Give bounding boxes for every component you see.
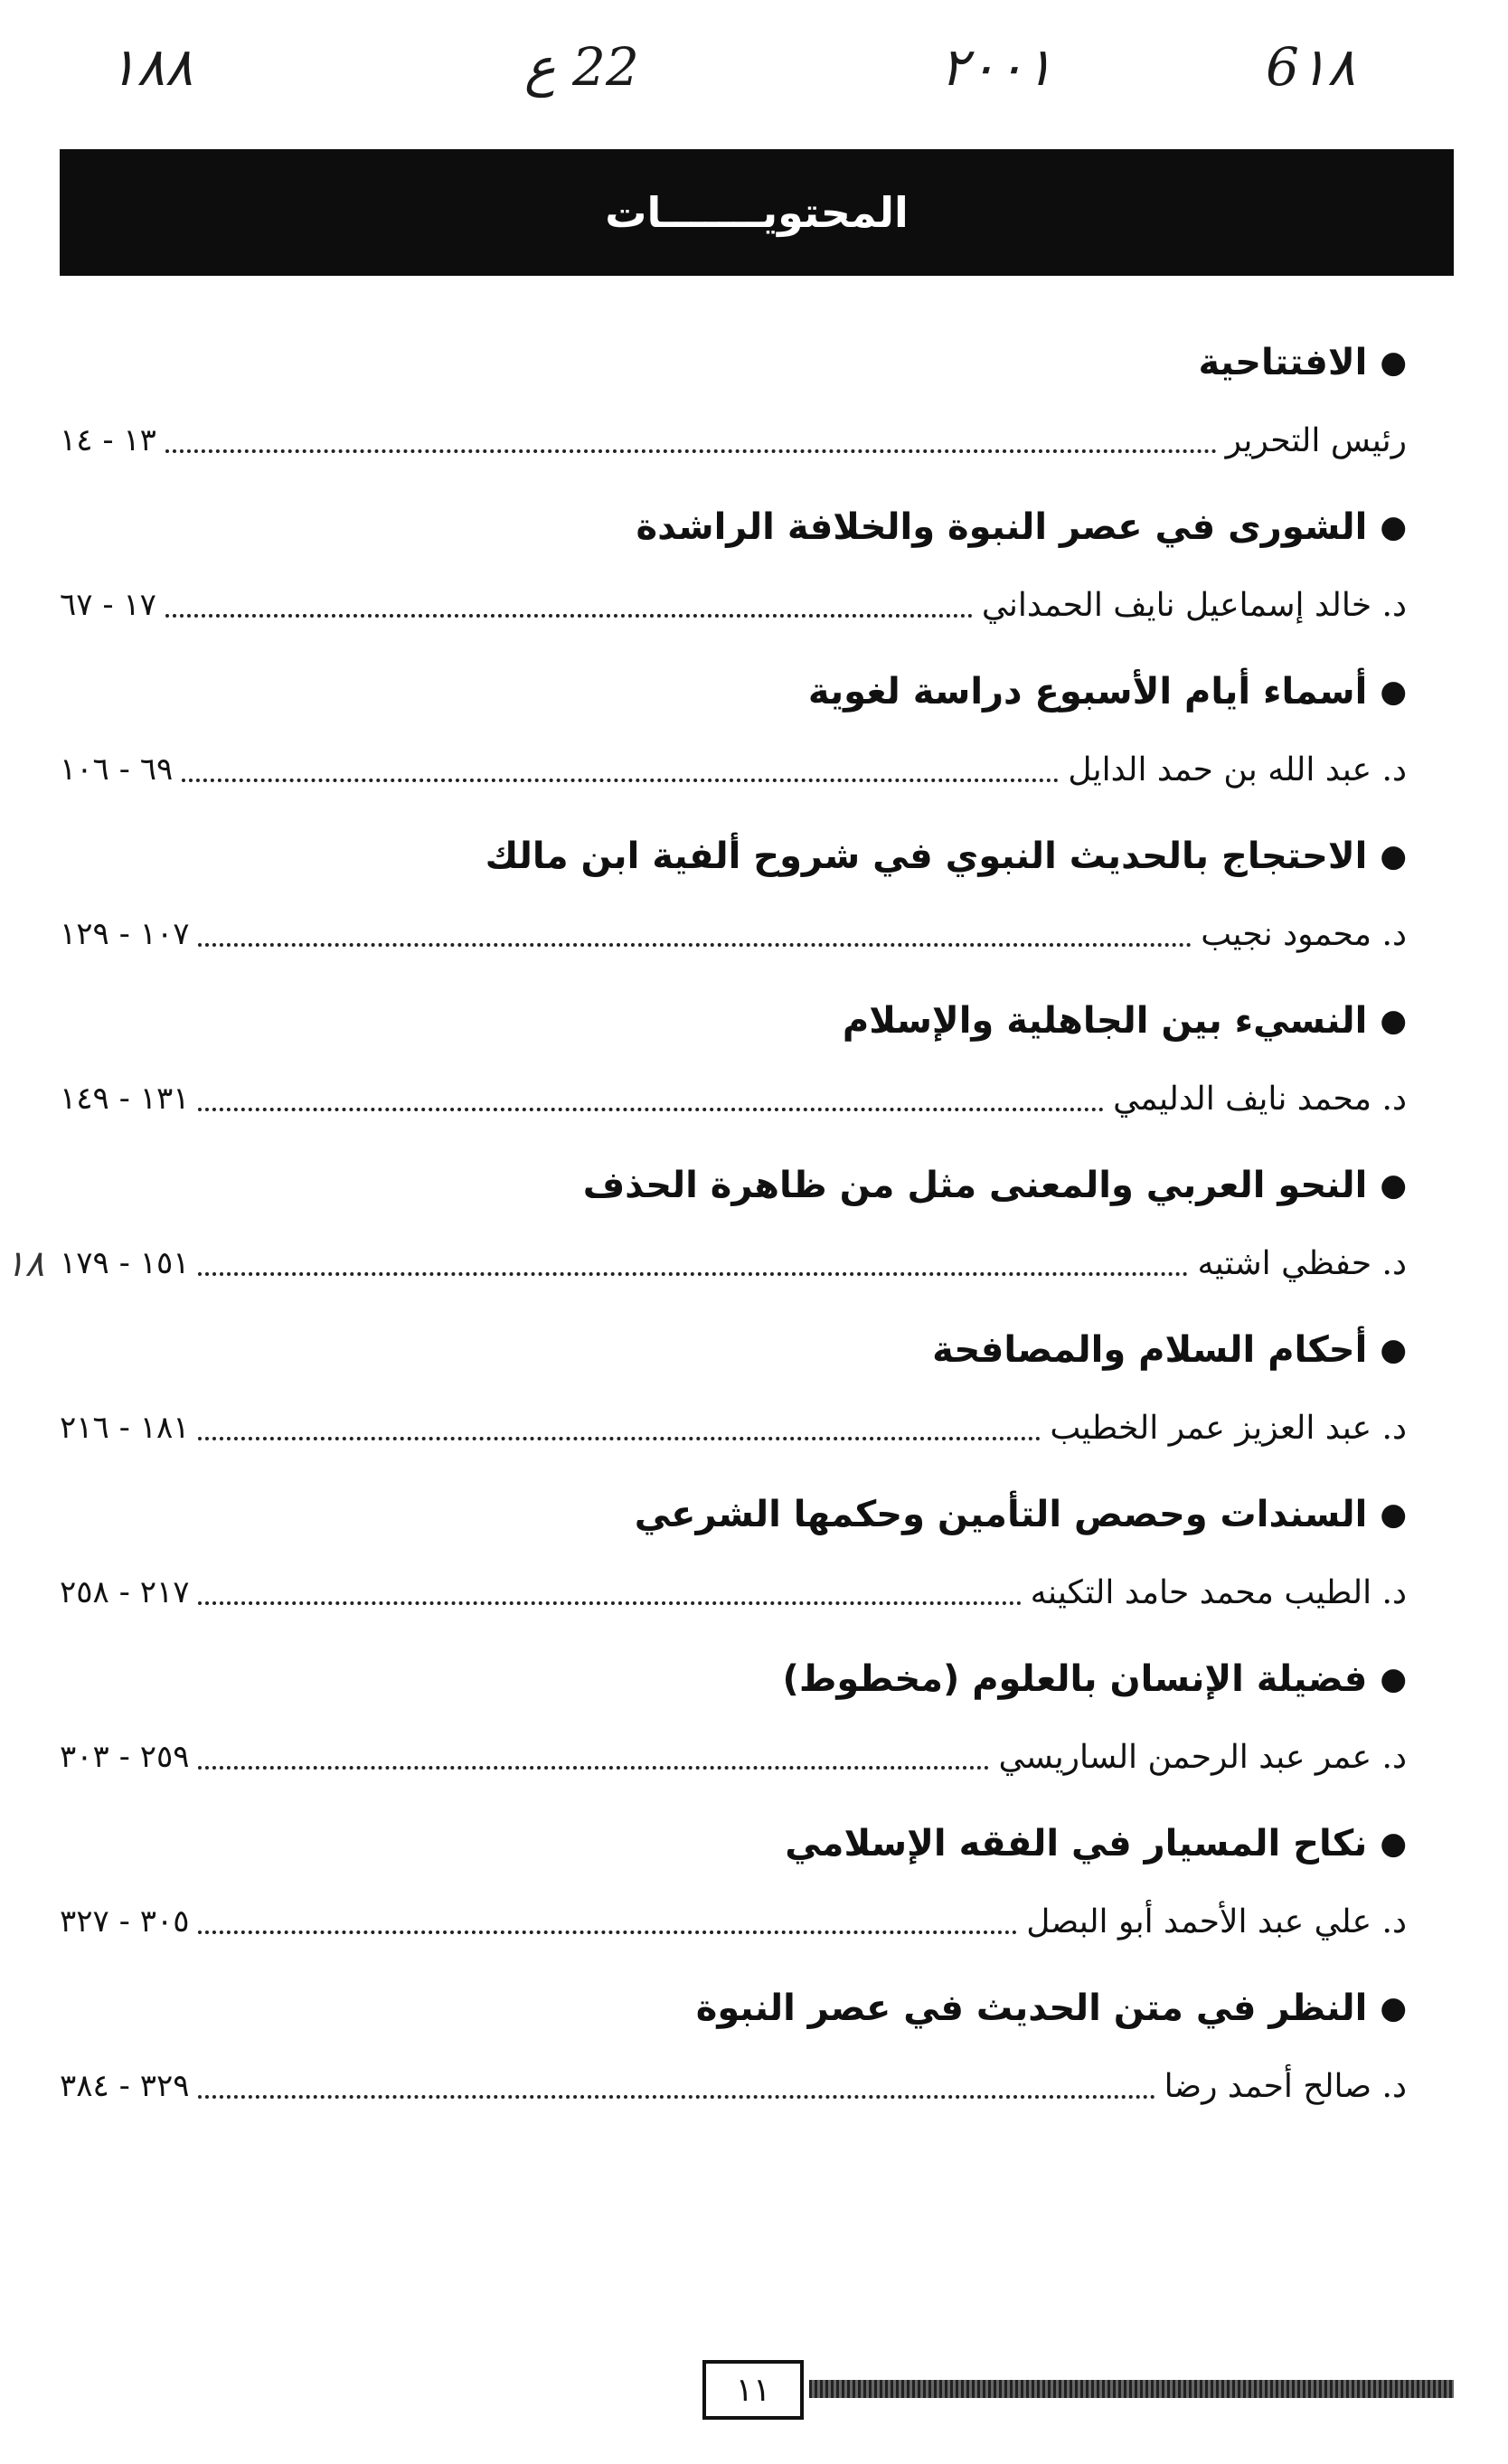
dot-leader [165,449,1217,453]
table-of-contents [60,326,1425,2136]
toc-section [60,1477,1425,1642]
toc-section [60,984,1425,1148]
author-name: د. محمود نجيب [1201,915,1407,953]
handwritten-number-left: ١٨٨ [108,36,193,98]
topic-title: أسماء أيام الأسبوع دراسة لغوية [807,671,1368,713]
page-range: ١٣١ - ١٤٩ [60,1081,190,1117]
toc-section [60,490,1425,655]
bullet-icon: ● [1380,1990,1407,2026]
page-range: ١٣ - ١٤ [60,422,156,458]
author-name: د. عمر عبد الرحمن الساريسي [998,1738,1407,1776]
toc-topic [60,490,1425,564]
topic-title: النسيء بين الجاهلية والإسلام [842,1000,1368,1042]
topic-title: أحكام السلام والمصافحة [932,1329,1368,1371]
toc-entry [60,1552,1425,1633]
toc-entry [60,400,1425,481]
page-title: المحتويـــــــات [605,188,909,237]
author-name: د. عبد العزيز عمر الخطيب [1050,1409,1407,1447]
toc-entry [60,1387,1425,1468]
author-name: د. محمد نايف الدليمي [1113,1080,1407,1118]
page-range: ٢٥٩ - ٣٠٣ [60,1739,190,1775]
toc-section [60,819,1425,984]
toc-entry [60,893,1425,975]
dot-leader [198,1272,1188,1276]
handwritten-date: 22 ع [524,36,639,98]
page-range: ١٠٧ - ١٢٩ [60,916,190,952]
author-name: رئيس التحرير [1225,421,1407,459]
handwritten-number-right: 6١٨ [1266,36,1356,98]
toc-section [60,1807,1425,1971]
bullet-icon: ● [1380,838,1407,874]
bullet-icon: ● [1380,1332,1407,1368]
bullet-icon: ● [1380,1826,1407,1862]
toc-entry [60,564,1425,646]
toc-entry [60,2045,1425,2127]
toc-topic [60,1642,1425,1716]
toc-topic [60,1148,1425,1223]
page-range: ٣٢٩ - ٣٨٤ [60,2068,190,2104]
dot-leader [198,1601,1021,1605]
page-range: ٣٠٥ - ٣٢٧ [60,1903,190,1940]
toc-section [60,326,1425,490]
toc-topic [60,326,1425,400]
bullet-icon: ● [1380,1167,1407,1204]
toc-section [60,1971,1425,2136]
page-range: ١٥١ - ١٧٩ [60,1245,190,1281]
bullet-icon: ● [1380,1003,1407,1039]
toc-topic [60,1807,1425,1881]
bullet-icon: ● [1380,1661,1407,1697]
bullet-icon: ● [1380,345,1407,381]
topic-title: النظر في متن الحديث في عصر النبوة [695,1987,1368,2029]
handwritten-margin-note: ١٨ [5,1243,44,1285]
dot-leader [198,1766,989,1770]
toc-section [60,1642,1425,1807]
toc-entry [60,1716,1425,1798]
page-number: ١١ [702,2360,804,2420]
toc-topic [60,1313,1425,1387]
toc-topic [60,819,1425,893]
contents-title-banner [60,149,1454,276]
author-name: د. علي عبد الأحمد أبو البصل [1026,1902,1407,1940]
dot-leader [198,1931,1017,1934]
handwritten-year: ٢٠٠١ [940,36,1053,98]
toc-topic [60,1971,1425,2045]
toc-topic [60,984,1425,1058]
topic-title: الاحتجاج بالحديث النبوي في شروح ألفية ابن مالك [485,835,1368,877]
topic-title: الافتتاحية [1198,342,1368,383]
dot-leader [198,943,1192,947]
dot-leader [198,2095,1155,2099]
footer-decorative-bar [809,2380,1454,2398]
toc-section [60,1313,1425,1477]
toc-entry [60,1223,1425,1304]
page-range: ١٧ - ٦٧ [60,587,156,623]
toc-section [60,655,1425,819]
dot-leader [198,1437,1041,1440]
author-name: د. حفظي اشتيه [1197,1244,1407,1282]
author-name: د. خالد إسماعيل نايف الحمداني [981,586,1407,624]
bullet-icon: ● [1380,674,1407,710]
author-name: د. عبد الله بن حمد الدايل [1068,751,1407,788]
toc-section [60,1148,1425,1313]
toc-entry [60,1881,1425,1962]
toc-topic [60,1477,1425,1552]
bullet-icon: ● [1380,509,1407,545]
toc-topic [60,655,1425,729]
toc-entry [60,729,1425,810]
toc-entry [60,1058,1425,1139]
dot-leader [165,614,973,618]
topic-title: نكاح المسيار في الفقه الإسلامي [785,1823,1368,1865]
topic-title: النحو العربي والمعنى مثل من ظاهرة الحذف [582,1165,1368,1206]
page-range: ١٨١ - ٢١٦ [60,1410,190,1446]
topic-title: الشورى في عصر النبوة والخلافة الراشدة [636,506,1368,548]
bullet-icon: ● [1380,1496,1407,1533]
topic-title: فضيلة الإنسان بالعلوم (مخطوط) [782,1658,1368,1700]
topic-title: السندات وحصص التأمين وحكمها الشرعي [634,1494,1368,1535]
page-range: ٦٩ - ١٠٦ [60,751,174,788]
author-name: د. الطيب محمد حامد التكينه [1030,1573,1407,1611]
dot-leader [182,779,1059,782]
page-range: ٢١٧ - ٢٥٨ [60,1574,190,1610]
dot-leader [198,1108,1104,1111]
author-name: د. صالح أحمد رضا [1164,2067,1407,2105]
